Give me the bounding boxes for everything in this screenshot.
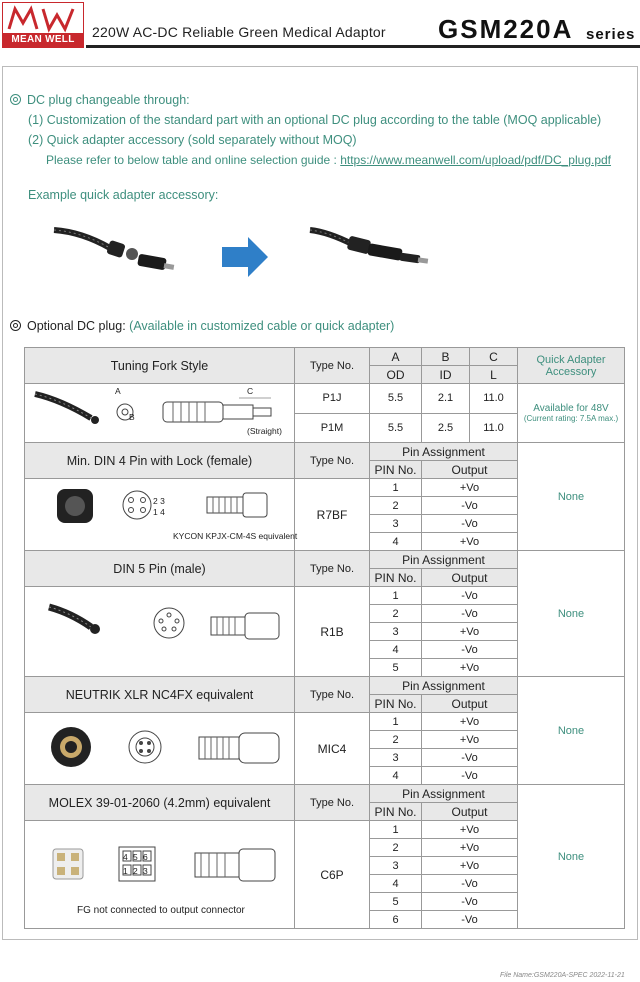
pin-digits-top: 2 3 xyxy=(153,496,165,506)
intro-title xyxy=(10,93,190,107)
pin-number: 1 xyxy=(370,587,422,605)
pin-no-header: PIN No. xyxy=(370,461,422,479)
optional-title-text: Optional DC plug: xyxy=(27,319,126,333)
pin-number: 2 xyxy=(370,497,422,515)
pin-number: 6 xyxy=(370,911,422,929)
availability-cell xyxy=(518,384,625,443)
pin-output: -Vo xyxy=(422,911,518,929)
grid-digit: 5 xyxy=(133,852,138,862)
product-series: series xyxy=(586,26,636,43)
table-row xyxy=(25,677,625,695)
mini-din-4-plug-icon xyxy=(55,487,275,537)
current-rating-text: (Current rating: 7.5A max.) xyxy=(523,414,619,423)
bullet-icon xyxy=(10,320,21,331)
grid-digit: 6 xyxy=(143,852,148,862)
section-caption: FG not connected to output connector xyxy=(77,905,245,916)
pin-digits-bottom: 1 4 xyxy=(153,507,165,517)
intro-title-text: DC plug changeable through: xyxy=(27,93,190,107)
availability-text: Available for 48V xyxy=(533,403,609,414)
pin-output: +Vo xyxy=(422,713,518,731)
type-no-header: Type No. xyxy=(295,785,370,821)
section-name: DIN 5 Pin (male) xyxy=(25,551,295,587)
pin-output: +Vo xyxy=(422,533,518,551)
col-a-header: A xyxy=(370,348,422,366)
pin-number: 5 xyxy=(370,893,422,911)
section-name: MOLEX 39-01-2060 (4.2mm) equivalent xyxy=(25,785,295,821)
dim-c-label: C xyxy=(247,386,254,396)
arrow-right-icon xyxy=(222,237,268,277)
optional-dc-plug-table xyxy=(24,347,625,929)
pin-output: +Vo xyxy=(422,839,518,857)
pin-output: -Vo xyxy=(422,605,518,623)
molex-plug-icon xyxy=(49,843,289,893)
pin-number: 1 xyxy=(370,713,422,731)
grid-digit: 4 xyxy=(123,852,128,862)
intro-line-3-prefix: Please refer to below table and online selection guide : xyxy=(46,153,337,167)
type-no-header: Type No. xyxy=(295,443,370,479)
type-cell: P1M xyxy=(295,413,370,443)
dim-b-label: B xyxy=(129,412,135,422)
mw-logo-icon xyxy=(3,3,83,33)
table-row xyxy=(25,348,625,366)
pin-output: -Vo xyxy=(422,515,518,533)
output-header: Output xyxy=(422,461,518,479)
table-row xyxy=(25,551,625,569)
pin-output: +Vo xyxy=(422,479,518,497)
dim-a-label: A xyxy=(115,386,121,396)
pin-output: +Vo xyxy=(422,731,518,749)
optional-dc-plug-title xyxy=(10,319,394,333)
pin-number: 2 xyxy=(370,605,422,623)
pin-assignment-header: Pin Assignment xyxy=(370,785,518,803)
pin-number: 3 xyxy=(370,857,422,875)
output-header: Output xyxy=(422,695,518,713)
page-header xyxy=(0,0,640,50)
optional-subtitle: (Available in customized cable or quick adapter) xyxy=(129,319,395,333)
quick-adapter-header: Quick Adapter Accessory xyxy=(518,348,625,384)
pin-output: -Vo xyxy=(422,767,518,785)
od-cell: 5.5 xyxy=(370,413,422,443)
pin-number: 3 xyxy=(370,749,422,767)
pin-number: 4 xyxy=(370,875,422,893)
section-picture xyxy=(25,821,295,929)
pin-number: 2 xyxy=(370,731,422,749)
pin-output: -Vo xyxy=(422,893,518,911)
type-value: C6P xyxy=(295,821,370,929)
pin-output: -Vo xyxy=(422,641,518,659)
grid-digit: 2 xyxy=(133,866,138,876)
grid-digit: 1 xyxy=(123,866,128,876)
section-name: NEUTRIK XLR NC4FX equivalent xyxy=(25,677,295,713)
tuning-fork-picture xyxy=(25,384,295,443)
type-cell: P1J xyxy=(295,384,370,414)
quick-adapter-none: None xyxy=(518,443,625,551)
pin-no-header: PIN No. xyxy=(370,569,422,587)
grid-digit: 3 xyxy=(143,866,148,876)
col-c-header: C xyxy=(470,348,518,366)
id-cell: 2.5 xyxy=(422,413,470,443)
straight-label: (Straight) xyxy=(247,426,282,436)
l-cell: 11.0 xyxy=(470,384,518,414)
pin-no-header: PIN No. xyxy=(370,803,422,821)
pin-number: 3 xyxy=(370,515,422,533)
type-no-header: Type No. xyxy=(295,348,370,384)
pin-assignment-header: Pin Assignment xyxy=(370,443,518,461)
pin-output: -Vo xyxy=(422,875,518,893)
pin-no-header: PIN No. xyxy=(370,695,422,713)
assembled-adapter-icon xyxy=(308,222,433,282)
pin-output: +Vo xyxy=(422,821,518,839)
id-cell: 2.1 xyxy=(422,384,470,414)
pin-output: -Vo xyxy=(422,749,518,767)
l-header: L xyxy=(470,366,518,384)
type-value: R1B xyxy=(295,587,370,677)
od-cell: 5.5 xyxy=(370,384,422,414)
section-picture xyxy=(25,713,295,785)
din-5-plug-icon xyxy=(45,599,285,659)
quick-adapter-none: None xyxy=(518,785,625,929)
col-b-header: B xyxy=(422,348,470,366)
adapter-cable-icon xyxy=(52,220,177,280)
section-picture xyxy=(25,587,295,677)
output-header: Output xyxy=(422,803,518,821)
id-header: ID xyxy=(422,366,470,384)
type-no-header: Type No. xyxy=(295,677,370,713)
bullet-icon xyxy=(10,94,21,105)
intro-line-2: (2) Quick adapter accessory (sold separately without MOQ) xyxy=(28,133,357,147)
logo-text: MEAN WELL xyxy=(3,33,83,47)
pin-number: 3 xyxy=(370,623,422,641)
quick-adapter-none: None xyxy=(518,551,625,677)
pin-number: 4 xyxy=(370,641,422,659)
table-row xyxy=(25,384,625,414)
section-caption: KYCON KPJX-CM-4S equivalent xyxy=(173,531,298,541)
xlr-plug-icon xyxy=(49,719,289,777)
output-header: Output xyxy=(422,569,518,587)
type-no-header: Type No. xyxy=(295,551,370,587)
pin-output: -Vo xyxy=(422,587,518,605)
section-picture xyxy=(25,479,298,551)
dc-plug-guide-link[interactable]: https://www.meanwell.com/upload/pdf/DC_plug.pdf xyxy=(340,153,612,167)
pin-number: 4 xyxy=(370,533,422,551)
product-description: 220W AC-DC Reliable Green Medical Adaptor xyxy=(92,24,386,40)
pin-output: +Vo xyxy=(422,623,518,641)
pin-number: 1 xyxy=(370,821,422,839)
pin-number: 1 xyxy=(370,479,422,497)
intro-line-1: (1) Customization of the standard part with an optional DC plug according to the table (MOQ applicable) xyxy=(28,113,602,127)
file-footer: File Name:GSM220A-SPEC 2022-11-21 xyxy=(500,972,625,979)
pin-assignment-header: Pin Assignment xyxy=(370,551,518,569)
product-model: GSM220A xyxy=(438,14,574,44)
pin-output: +Vo xyxy=(422,857,518,875)
od-header: OD xyxy=(370,366,422,384)
type-value: MIC4 xyxy=(295,713,370,785)
type-value: R7BF xyxy=(295,479,370,551)
quick-adapter-none: None xyxy=(518,677,625,785)
pin-number: 2 xyxy=(370,839,422,857)
pin-number: 4 xyxy=(370,767,422,785)
table-row xyxy=(25,443,625,461)
pin-output: +Vo xyxy=(422,659,518,677)
section-name: Min. DIN 4 Pin with Lock (female) xyxy=(25,443,295,479)
header-rule xyxy=(86,45,640,48)
example-label: Example quick adapter accessory: xyxy=(28,188,219,202)
l-cell: 11.0 xyxy=(470,413,518,443)
tuning-fork-style-header: Tuning Fork Style xyxy=(25,348,295,384)
mean-well-logo xyxy=(2,2,84,48)
pin-number: 5 xyxy=(370,659,422,677)
pin-assignment-header: Pin Assignment xyxy=(370,677,518,695)
table-row xyxy=(25,785,625,803)
pin-output: -Vo xyxy=(422,497,518,515)
intro-line-3 xyxy=(46,153,611,167)
